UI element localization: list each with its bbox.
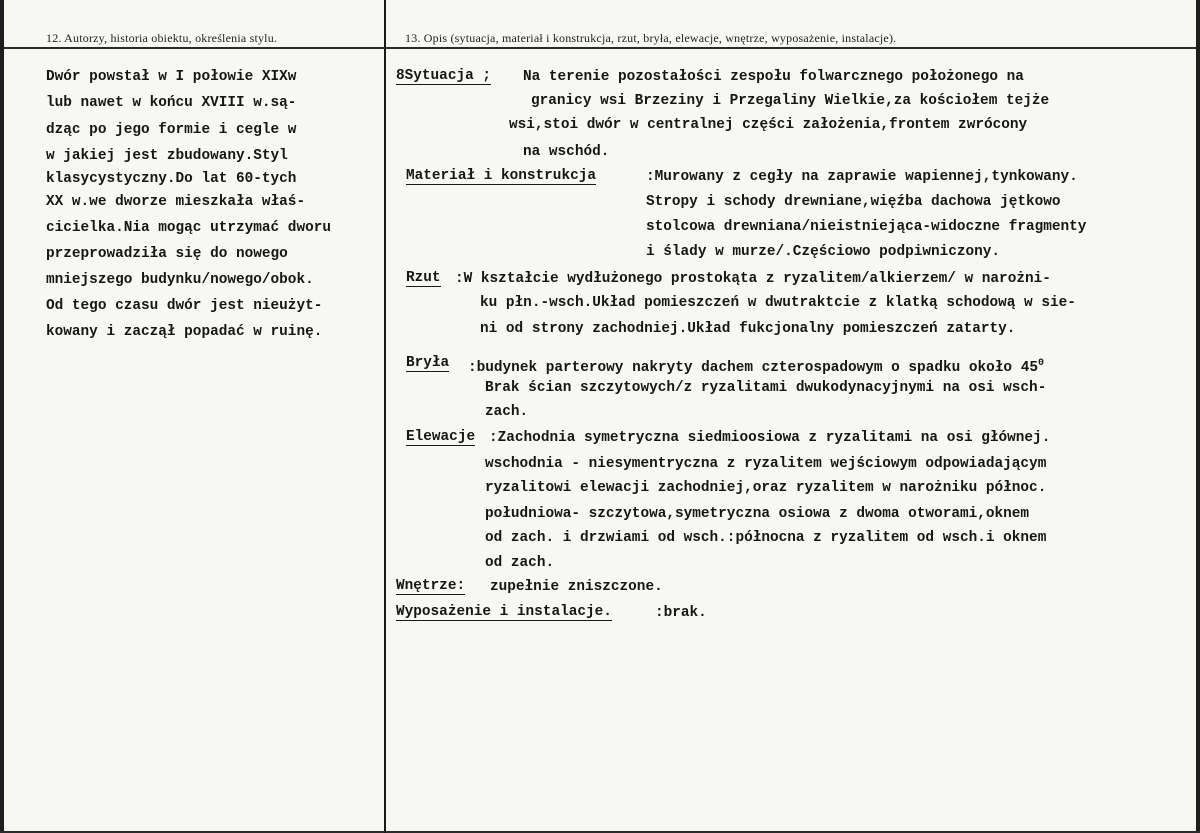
rzut-label: Rzut bbox=[406, 270, 441, 286]
description-section-header: 13. Opis (sytuacja, materiał i konstrukcja, rzut, bryła, elewacje, wnętrze, wyposażenie, instalacje). bbox=[405, 31, 897, 45]
rzut-line: :W kształcie wydłużonego prostokąta z ryzalitem/alkierzem/ w narożni- bbox=[455, 271, 1051, 287]
column-divider bbox=[384, 0, 386, 833]
bryla-line: Brak ścian szczytowych/z ryzalitami dwukodynacyjnymi na osi wsch- bbox=[485, 380, 1047, 396]
material-label: Materiał i konstrukcja bbox=[406, 168, 596, 184]
history-line: kowany i zaczął popadać w ruinę. bbox=[46, 324, 323, 340]
history-section-header: 12. Autorzy, historia obiektu, określenia stylu. bbox=[46, 31, 278, 45]
sytuacja-line: wsi,stoi dwór w centralnej części założenia,frontem zwrócony bbox=[509, 117, 1028, 133]
sytuacja-label: 8Sytuacja ; bbox=[396, 68, 491, 84]
elewacje-line: od zach. i drzwiami od wsch.:północna z ryzalitem od wsch.i oknem bbox=[485, 530, 1047, 546]
history-line: dząc po jego formie i cegle w bbox=[46, 122, 297, 138]
material-line: stolcowa drewniana/nieistniejąca-widoczne fragmenty bbox=[646, 219, 1087, 235]
degree-superscript: 0 bbox=[1037, 358, 1044, 369]
history-line: Dwór powstał w I połowie XIXw bbox=[46, 69, 297, 85]
bryla-label: Bryła bbox=[406, 355, 450, 371]
bryla-line: :budynek parterowy nakryty dachem czterospadowym o spadku około $45^0$ bbox=[468, 358, 1044, 376]
elewacje-line: południowa- szczytowa,symetryczna osiowa z dwoma otworami,oknem bbox=[485, 506, 1030, 522]
sytuacja-line: na wschód. bbox=[523, 144, 610, 160]
history-line: mniejszego budynku/nowego/obok. bbox=[46, 272, 314, 288]
history-line: cicielka.Nia mogąc utrzymać dworu bbox=[46, 220, 331, 236]
wyposazenie-value: :brak. bbox=[655, 605, 707, 621]
elewacje-line: wschodnia - niesymentryczna z ryzalitem wejściowym odpowiadającym bbox=[485, 456, 1047, 472]
sytuacja-line: Na terenie pozostałości zespołu folwarcznego położonego na bbox=[523, 69, 1024, 85]
right-frame-edge bbox=[1196, 0, 1200, 833]
material-line: :Murowany z cegły na zaprawie wapiennej,tynkowany. bbox=[646, 169, 1078, 185]
history-line: Od tego czasu dwór jest nieużyt- bbox=[46, 298, 323, 314]
rzut-line: ku płn.-wsch.Układ pomieszczeń w dwutraktcie z klatką schodową w sie- bbox=[480, 295, 1076, 311]
history-line: przeprowadziła się do nowego bbox=[46, 246, 288, 262]
material-line: i ślady w murze/.Częściowo podpiwniczony. bbox=[646, 244, 1001, 260]
history-line: klasycystyczny.Do lat 60-tych bbox=[46, 171, 297, 187]
elewacje-line: ryzalitowi elewacji zachodniej,oraz ryzalitem w narożniku północ. bbox=[485, 480, 1047, 496]
header-rule-right bbox=[386, 47, 1196, 49]
history-line: w jakiej jest zbudowany.Styl bbox=[46, 148, 288, 164]
history-line: lub nawet w końcu XVIII w.są- bbox=[46, 95, 297, 111]
left-frame-edge bbox=[0, 0, 4, 833]
wnetrze-label: Wnętrze: bbox=[396, 578, 466, 594]
elewacje-line: :Zachodnia symetryczna siedmioosiowa z ryzalitami na osi głównej. bbox=[489, 430, 1051, 446]
elewacje-label: Elewacje bbox=[406, 429, 476, 445]
material-line: Stropy i schody drewniane,więźba dachowa jętkowo bbox=[646, 194, 1061, 210]
bryla-line: zach. bbox=[485, 404, 529, 420]
wnetrze-value: zupełnie zniszczone. bbox=[490, 579, 663, 595]
header-rule-left bbox=[4, 47, 384, 49]
wyposazenie-label: Wyposażenie i instalacje. bbox=[396, 604, 612, 620]
sytuacja-line: granicy wsi Brzeziny i Przegaliny Wielkie,za kościołem tejże bbox=[531, 93, 1050, 109]
rzut-line: ni od strony zachodniej.Układ fukcjonalny pomieszczeń zatarty. bbox=[480, 321, 1016, 337]
elewacje-line: od zach. bbox=[485, 555, 555, 571]
history-line: XX w.we dworze mieszkała właś- bbox=[46, 194, 306, 210]
